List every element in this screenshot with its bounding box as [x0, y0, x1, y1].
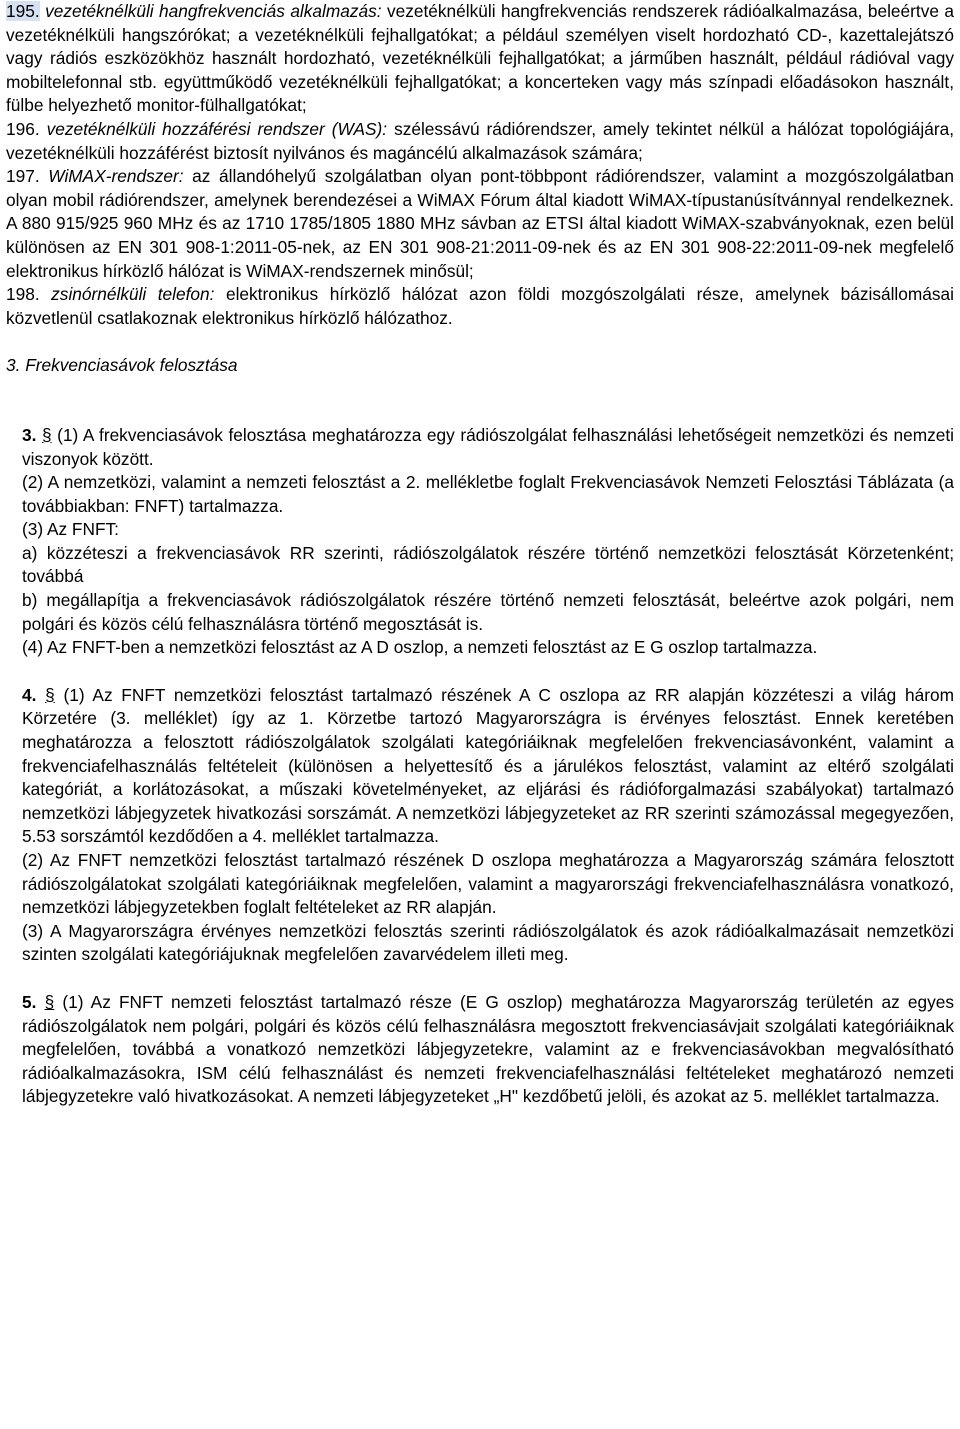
- paragraph-3-item-3b: b) megállapítja a frekvenciasávok rádiószolgálatok részére történő nemzeti felosztását, beleértve azok polgári, nem polgári és közös célú felhasználásra történő megosztását is.: [22, 590, 954, 634]
- definition-195: [6, 0, 954, 118]
- definition-term: vezetéknélküli hangfrekvenciás alkalmazás:: [45, 1, 382, 21]
- paragraph-3-item-2: (2) A nemzetközi, valamint a nemzeti felosztást a 2. mellékletbe foglalt Frekvenciasávok Nemzeti Felosztási Táblázata (a továbbiakban: FNFT) tartalmazza.: [22, 472, 954, 516]
- paragraph-text: (1) A frekvenciasávok felosztása meghatározza egy rádiószolgálat felhasználási lehetőségeit nemzetközi és nemzeti viszonyok között.: [22, 424, 954, 469]
- definition-text: elektronikus hírközlő hálózat azon földi mozgószolgálati része, amelynek bázisállomásai közvetlenül csatlakoznak elektronikus hírközlő hálózathoz.: [6, 284, 954, 328]
- section-sign-link[interactable]: §: [41, 424, 52, 445]
- paragraph-number: 3.: [22, 424, 37, 445]
- paragraph-3-item-3: (3) Az FNFT:: [22, 519, 119, 540]
- paragraph-text: (1) Az FNFT nemzetközi felosztást tartalmazó részének A C oszlopa az RR alapján közzéteszi a világ három Körzetére (3. melléklet) így az 1. Körzetbe tartozó Magyarországra is érvényes felosztást. Ennek keretében meghatározza a felosztott rádiószolgálatok szolgálati kategóriáiknak megfelelően frekvenciasávonként, valamint a frekvenciafelhasználás feltételeit (különösen a helyettesítő és a járulékos felosztást, valamint az eltérő szolgálati kategóriát, a korlátozásokat, a műszaki követelményeket, az eljárási és rádióforgalmazási szabályokat) tartalmazó nemzetközi lábjegyzetek hivatkozási sorszámát. A nemzetközi lábjegyzeteket az RR szerinti számozással megegyezően, 5.53 sorszámtól kezdődően a 4. melléklet tartalmazza.: [22, 684, 954, 847]
- section-heading: 3. Frekvenciasávok felosztása: [6, 355, 238, 376]
- paragraph-3-item-1: [6, 424, 954, 471]
- definition-term: zsinórnélküli telefon:: [51, 284, 215, 305]
- paragraph-4-item-3: (3) A Magyarországra érvényes nemzetközi felosztás szerinti rádiószolgálatok és azok rádióalkalmazásait nemzetközi szinten szolgálati kategóriájuknak megfelelően zavarvédelem illeti meg.: [22, 920, 954, 965]
- paragraph-number: 4.: [22, 684, 37, 705]
- definition-number: 197.: [6, 166, 40, 187]
- definition-term: vezetéknélküli hozzáférési rendszer (WAS):: [46, 118, 388, 139]
- paragraph-4-item-1: [6, 684, 954, 849]
- definition-198: [6, 283, 954, 330]
- paragraph-4-item-2: (2) Az FNFT nemzetközi felosztást tartalmazó részének D oszlopa meghatározza a Magyarország számára felosztott rádiószolgálatokat szolgálati kategóriáiknak megfelelően, valamint a magyarországi frekvenciafelhasználásra vonatkozó, nemzetközi lábjegyzetekben foglalt feltételeket az RR alapján.: [22, 850, 954, 918]
- definition-number: 196.: [6, 118, 40, 139]
- definition-number: 195.: [6, 1, 40, 21]
- definition-text: szélessávú rádiórendszer, amely tekintet nélkül a hálózat topológiájára, vezetéknélküli hozzáférést biztosít nyilvános és magáncélú alkalmazások számára;: [6, 118, 954, 163]
- definition-197: [6, 165, 954, 283]
- section-sign-link[interactable]: §: [44, 991, 55, 1012]
- section-sign-link[interactable]: §: [45, 684, 55, 705]
- definition-term: WiMAX-rendszer:: [48, 166, 184, 187]
- paragraph-5-item-1: [6, 991, 954, 1109]
- paragraph-number: 5.: [22, 991, 37, 1012]
- definition-text: az állandóhelyű szolgálatban olyan pont-többpont rádiórendszer, valamint a mozgószolgálatban olyan mobil rádiórendszer, amelynek berendezései a WiMAX Fórum által kiadott WiMAX-típustanúsítvánnyal rendelkeznek. A 880 915/925 960 MHz és az 1710 1785/1805 1880 MHz sávban az ETSI által kiadott WiMAX-szabványoknak, ezen belül különösen az EN 301 908-1:2011-05-nek, az EN 301 908-21:2011-09-nek és az EN 301 908-22:2011-09-nek megfelelő elektronikus hírközlő hálózat is WiMAX-rendszernek minősül;: [6, 166, 954, 281]
- definition-196: [6, 118, 954, 165]
- paragraph-3-item-3a: a) közzéteszi a frekvenciasávok RR szerinti, rádiószolgálatok részére történő nemzetközi felosztását Körzetenként; továbbá: [22, 542, 954, 587]
- paragraph-3-item-4: (4) Az FNFT-ben a nemzetközi felosztást az A D oszlop, a nemzeti felosztást az E G oszlop tartalmazza.: [22, 637, 818, 658]
- definition-number: 198.: [6, 284, 40, 305]
- definition-text: vezetéknélküli hangfrekvenciás rendszerek rádióalkalmazása, beleértve a vezetéknélküli hangszórókat; a vezetéknélküli fejhallgatókat; a például személyen viselt hordozható CD-, kazettalejátszó vagy rádiós eszközökhöz használt hordozható, vezetéknélküli fejhallgatókat; a járműben használt, például rádióval vagy mobiltelefonnal stb. együttműködő vezetéknélküli fejhallgatókat; a koncerteken vagy más színpadi előadásokon használt, fülbe helyezhető monitor-fülhallgatókat;: [6, 1, 954, 116]
- paragraph-text: (1) Az FNFT nemzeti felosztást tartalmazó része (E G oszlop) meghatározza Magyarország területén az egyes rádiószolgálatok nem polgári, polgári és közös célú felhasználásra megosztott frekvenciasávjait szolgálati kategóriáiknak megfelelően, továbbá a vonatkozó nemzetközi lábjegyzetekre, valamint az e frekvenciasávokban megvalósítható rádióalkalmazásokra, ISM célú felhasználást és nemzeti frekvenciafelhasználási feltételeket meghatározó nemzeti lábjegyzetekre való hivatkozásokat. A nemzeti lábjegyzeteket „H" kezdőbetű jelöli, és azokat az 5. melléklet tartalmazza.: [22, 991, 954, 1107]
